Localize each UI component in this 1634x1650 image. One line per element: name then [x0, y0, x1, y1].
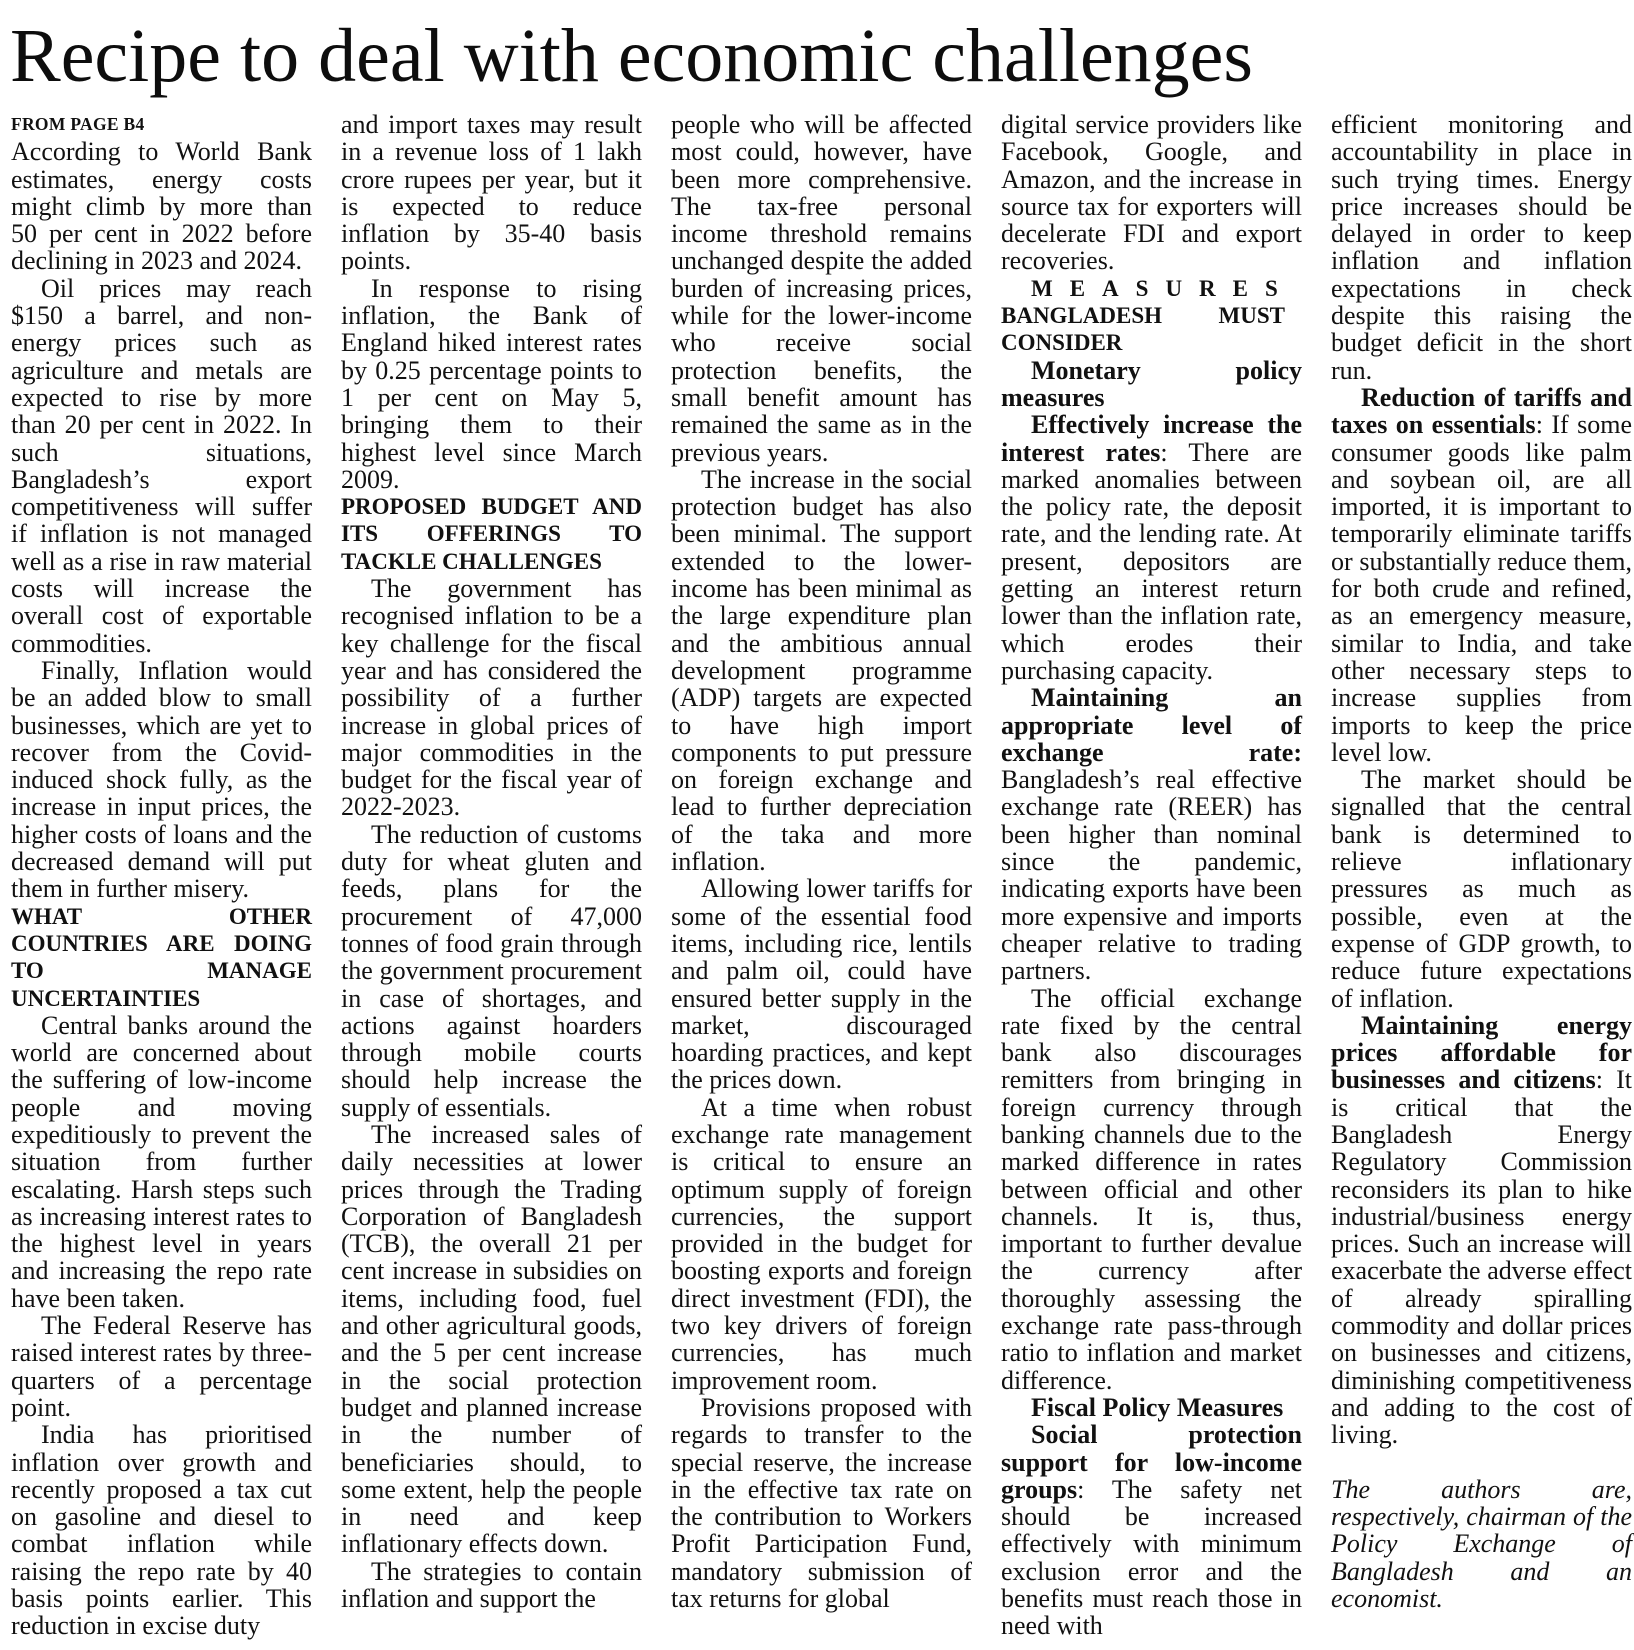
author-byline: The authors are, respectively, chairman of the Policy Exchange of Bangladesh and an economist. [1331, 1474, 1632, 1614]
paragraph: India has prioritised inflation over growth and recently proposed a tax cut on gasoline and diesel to combat inflation while raising the repo rate by 40 basis points earlier. This reduction in excise duty [11, 1420, 312, 1641]
article-column-4 [1001, 111, 1302, 1640]
paragraph: At a time when robust exchange rate management is critical to ensure an optimum supply of foreign currencies, the support provided in the budget for boosting exports and foreign direct investment (FDI), the two key drivers of foreign currencies, has much improvement room. [671, 1092, 972, 1395]
paragraph: Finally, Inflation would be an added blow to small businesses, which are yet to recover from the Covid-induced shock fully, as the increase in input prices, the higher costs of loans and the decreased demand will put them in further misery. [11, 655, 312, 904]
paragraph [1001, 1421, 1302, 1639]
paragraph-lead: Maintaining an appropriate level of exchange rate: [1001, 683, 1302, 767]
paragraph: The market should be signalled that the central bank is determined to relieve inflationary pressures as much as possible, even at the expense of GDP growth, to reduce future expectations of inflation. [1331, 765, 1632, 1013]
paragraph: people who will be affected most could, however, have been more comprehensive. The tax-free personal income threshold remains unchanged despite the added burden of increasing prices, while for the lower-income who receive social protection benefits, the small benefit amount has remained the same as in the previous years. [671, 110, 972, 467]
paragraph: Provisions proposed with regards to transfer to the special reserve, the increase in the effective tax rate on the contribution to Workers Profit Participation Fund, mandatory submission of tax returns for global [671, 1392, 972, 1614]
paragraph [1331, 1012, 1632, 1449]
paragraph: According to World Bank estimates, energy costs might climb by more than 50 per cent in 2022 before declining in 2023 and 2024. [11, 137, 312, 276]
paragraph [1331, 384, 1632, 766]
continued-from-label: FROM PAGE B4 [11, 114, 145, 134]
paragraph: digital service providers like Facebook, Google, and Amazon, and the increase in source tax for exporters will decelerate FDI and export recoveries. [1001, 110, 1302, 276]
paragraph-lead: Reduction of tariffs and taxes on essentials [1331, 382, 1632, 440]
paragraph-lead: Social protection support for low-income groups [1001, 1420, 1302, 1504]
section-heading: MEASURES BANGLADESH MUST CONSIDER [1001, 275, 1302, 356]
section-heading: PROPOSED BUDGET AND ITS OFFERINGS TO TACKLE CHALLENGES [341, 494, 642, 574]
paragraph-body: : It is critical that the Bangladesh Energy Regulatory Commission reconsiders its plan to hike industrial/business energy prices. Such an increase will exacerbate the adverse effect of already spiralling commodity and dollar prices on businesses and citizens, diminishing competitiveness and adding to the cost of living. [1331, 1065, 1632, 1450]
paragraph: efficient monitoring and accountability in place in such trying times. Energy price increases should be delayed in order to keep inflation and inflation expectations in check despite this raising the budget deficit in the short run. [1331, 110, 1632, 385]
paragraph: The official exchange rate fixed by the central bank also discourages remitters from bringing in foreign currency through banking channels due to the marked difference in rates between official and other channels. It is, thus, important to further devalue the currency after thoroughly assessing the exchange rate pass-through ratio to inflation and market difference. [1001, 983, 1302, 1395]
subheading: Fiscal Policy Measures [1031, 1392, 1284, 1422]
paragraph [1001, 411, 1302, 684]
paragraph-lead: Effectively increase the interest rates [1001, 410, 1302, 467]
paragraph: The increase in the social protection budget has also been minimal. The support extended to the lower-income has been minimal as the large expenditure plan and the ambitious annual development programme (ADP) targets are expected to have high import components to put pressure on foreign exchange and lead to further depreciation of the taka and more inflation. [671, 464, 972, 877]
paragraph: Central banks around the world are concerned about the suffering of low-income people and moving expeditiously to prevent the situation from further escalating. Harsh steps such as increasing interest rates to the highest level in years and increasing the repo rate have been taken. [11, 1010, 312, 1313]
paragraph-body: : If some consumer goods like palm and soybean oil, are all imported, it is important to temporarily eliminate tariffs or substantially reduce them, for both crude and refined, as an emergency measure, similar to India, and take other necessary steps to increase supplies from imports to keep the price level low. [1331, 410, 1633, 767]
paragraph: The Federal Reserve has raised interest rates by three-quarters of a percentage point. [11, 1311, 312, 1422]
paragraph: The increased sales of daily necessities at lower prices through the Trading Corporation of Bangladesh (TCB), the overall 21 per cent increase in subsidies on items, including food, fuel and other agricultural goods, and the 5 per cent increase in the social protection budget and planned increase in the number of beneficiaries should, to some extent, help the people in need and keep inflationary effects down. [341, 1119, 642, 1559]
headline: Recipe to deal with economic challenges [10, 14, 1253, 98]
article-column-5 [1331, 111, 1632, 1612]
paragraph-body: : The safety net should be increased effectively with minimum exclusion error and the benefits must reach those in need with [1001, 1474, 1302, 1641]
paragraph: In response to rising inflation, the Bank of England hiked interest rates by 0.25 percentage points to 1 per cent on May 5, bringing them to their highest level since March 2009. [341, 273, 642, 494]
article-column-2 [341, 111, 642, 1612]
article-column-3 [671, 111, 972, 1612]
paragraph: The reduction of customs duty for wheat gluten and feeds, plans for the procurement of 47,000 tonnes of food grain through the government procurement in case of shortages, and actions against hoarders through mobile courts should help increase the supply of essentials. [341, 819, 642, 1122]
paragraph [1001, 684, 1302, 984]
paragraph-lead: Maintaining energy prices affordable for businesses and citizens [1331, 1010, 1632, 1095]
paragraph-body: : There are marked anomalies between the policy rate, the deposit rate, and the lending rate. At present, depositors are getting an interest return lower than the inflation rate, which erodes their purchasing capacity. [1001, 437, 1302, 685]
paragraph: The strategies to contain inflation and support the [341, 1556, 642, 1614]
article-column-1 [11, 111, 312, 1640]
paragraph-body: Bangladesh’s real effective exchange rate (REER) has been higher than nominal since the pandemic, indicating exports have been more expensive and imports cheaper relative to trading partners. [1001, 765, 1302, 986]
paragraph: Oil prices may reach $150 a barrel, and non-energy prices such as agriculture and metals are expected to rise by more than 20 per cent in 2022. In such situations, Bangladesh’s export competitiveness will suffer if inflation is not managed well as a rise in raw material costs will increase the overall cost of exportable commodities. [11, 273, 312, 658]
paragraph: and import taxes may result in a revenue loss of 1 lakh crore rupees per year, but it is expected to reduce inflation by 35-40 basis points. [341, 110, 642, 276]
paragraph: Allowing lower tariffs for some of the essential food items, including rice, lentils and palm oil, could have ensured better supply in the market, discouraged hoarding practices, and kept the prices down. [671, 874, 972, 1095]
section-heading: WHAT OTHER COUNTRIES ARE DOING TO MANAGE UNCERTAINTIES [11, 903, 312, 1011]
subheading: Monetary policy measures [1001, 355, 1302, 412]
paragraph: The government has recognised inflation to be a key challenge for the fiscal year and has considered the possibility of a further increase in global prices of major commodities in the budget for the fiscal year of 2022-2023. [341, 574, 642, 822]
